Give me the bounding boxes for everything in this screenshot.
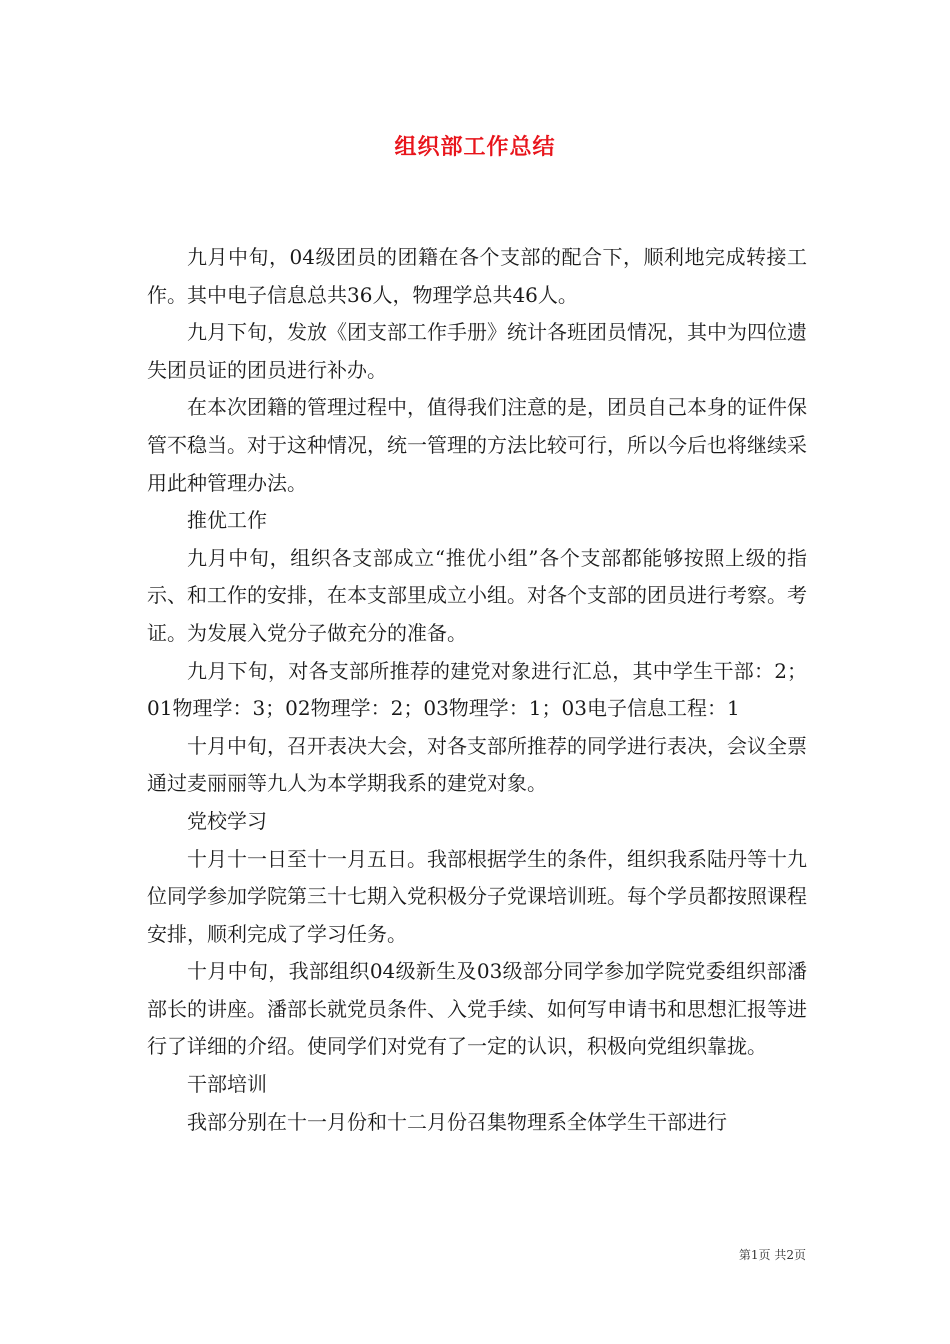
- section-heading: 推优工作: [187, 508, 267, 533]
- paragraph: 十月中旬，我部组织04级新生及03级部分同学参加学院党委组织部潘部长的讲座。潘部长就党员条件、入党手续、如何写申请书和思想汇报等进行了详细的介绍。使同学们对党有了一定的认识，积极向党组织靠拢。: [147, 959, 807, 1059]
- paragraph: 九月下旬，对各支部所推荐的建党对象进行汇总，其中学生干部：2；01物理学：3；02物理学：2；03物理学：1；03电子信息工程：1: [147, 658, 807, 721]
- paragraph: 九月下旬，发放《团支部工作手册》统计各班团员情况，其中为四位遗失团员证的团员进行补办。: [147, 320, 807, 382]
- document-title: 组织部工作总结: [394, 135, 556, 160]
- paragraph: 十月十一日至十一月五日。我部根据学生的条件，组织我系陆丹等十九位同学参加学院第三十七期入党积极分子党课培训班。每个学员都按照课程安排，顺利完成了学习任务。: [147, 846, 807, 946]
- paragraph: 在本次团籍的管理过程中，值得我们注意的是，团员自己本身的证件保管不稳当。对于这种情况，统一管理的方法比较可行，所以今后也将继续采用此种管理办法。: [147, 395, 807, 495]
- paragraph: 九月中旬，04级团员的团籍在各个支部的配合下，顺利地完成转接工作。其中电子信息总共36人，物理学总共46人。: [147, 245, 807, 307]
- paragraph: 九月中旬，组织各支部成立“推优小组”各个支部都能够按照上级的指示、和工作的安排，在本支部里成立小组。对各个支部的团员进行考察。考证。为发展入党分子做充分的准备。: [147, 545, 807, 645]
- document-body: [147, 239, 807, 1141]
- page-number-footer: 第1页 共2页: [738, 1248, 806, 1262]
- paragraph: 十月中旬，召开表决大会，对各支部所推荐的同学进行表决，会议全票通过麦丽丽等九人为本学期我系的建党对象。: [147, 733, 807, 796]
- section-heading: 干部培训: [187, 1072, 267, 1097]
- paragraph: 我部分别在十一月份和十二月份召集物理系全体学生干部进行: [187, 1109, 727, 1134]
- section-heading: 党校学习: [187, 808, 267, 833]
